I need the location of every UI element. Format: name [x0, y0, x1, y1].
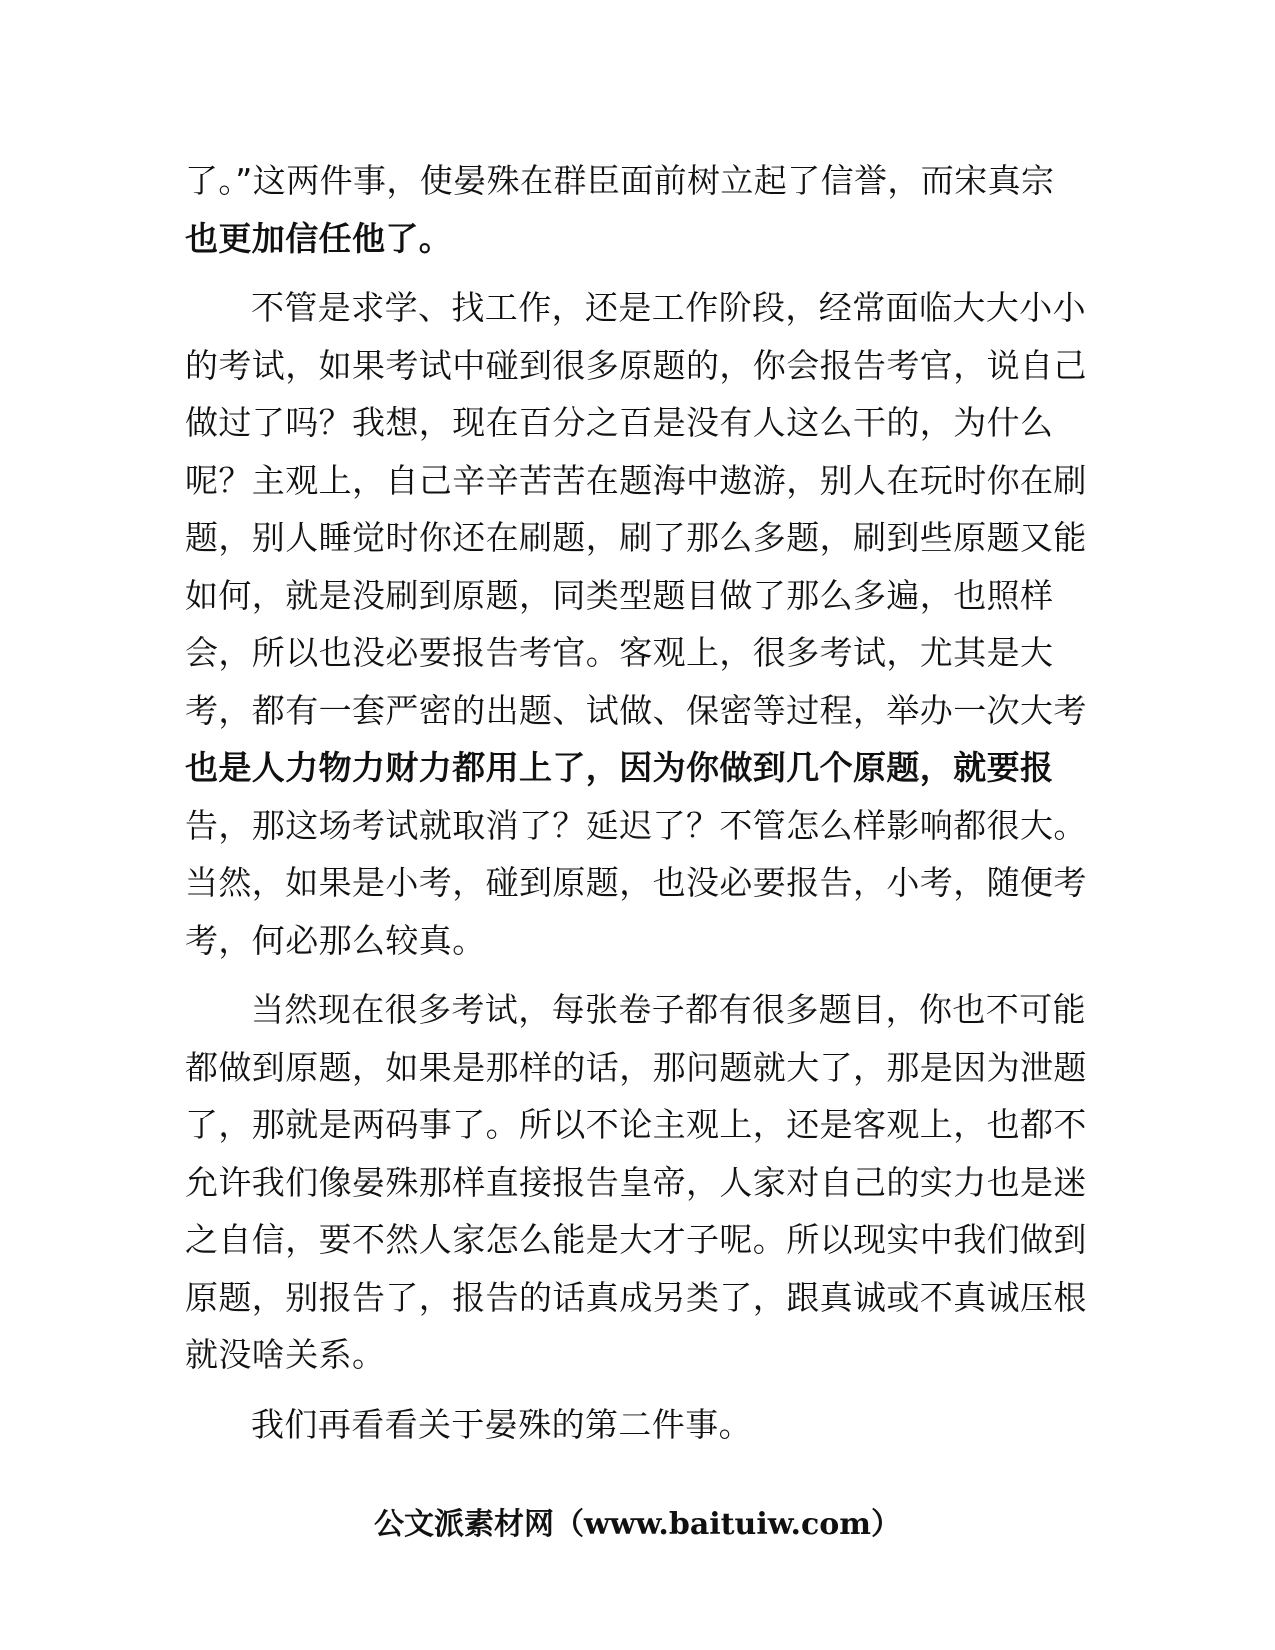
text-line: 也是人力物力财力都用上了，因为你做到几个原题，就要报	[185, 748, 1054, 787]
text-line: 了。”这两件事，使晏殊在群臣面前树立起了信誉，而宋真宗	[185, 161, 1055, 200]
text-line: 考，何必那么较真。	[185, 920, 486, 960]
text-line: 告，那这场考试就取消了？延迟了？不管怎么样影响都很大。	[185, 805, 1087, 845]
text-line: 了，那就是两码事了。所以不论主观上，还是客观上，也都不	[185, 1105, 1087, 1144]
text-line: 呢？主观上，自己辛辛苦苦在题海中遨游，别人在玩时你在刷	[185, 460, 1087, 500]
paragraph-gap	[185, 267, 1085, 279]
paragraph-3	[185, 981, 1085, 1384]
text-line: 都做到原题，如果是那样的话，那问题就大了，那是因为泄题	[185, 1047, 1087, 1087]
paragraph-gap	[185, 969, 1085, 981]
paragraph-gap	[185, 1384, 1085, 1396]
text-line: 考，都有一套严密的出题、试做、保密等过程，举办一次大考	[185, 690, 1087, 730]
text-line: 会，所以也没必要报告考官。客观上，很多考试，尤其是大	[185, 633, 1054, 672]
text-line: 当然现在很多考试，每张卷子都有很多题目，你也不可能	[251, 990, 1086, 1029]
text-line: 也更加信任他了。	[185, 218, 453, 258]
text-line: 之自信，要不然人家怎么能是大才子呢。所以现实中我们做到	[185, 1220, 1087, 1259]
text-line: 原题，别报告了，报告的话真成另类了，跟真诚或不真诚压根	[185, 1277, 1087, 1317]
paragraph-1	[185, 152, 1085, 267]
text-line: 就没啥关系。	[185, 1335, 386, 1374]
text-line: 我们再看看关于晏殊的第二件事。	[251, 1404, 752, 1444]
text-line: 如何，就是没刷到原题，同类型题目做了那么多遍，也照样	[185, 575, 1054, 615]
document-body	[185, 152, 1085, 1453]
text-line: 题，别人睡觉时你还在刷题，刷了那么多题，刷到些原题又能	[185, 518, 1087, 557]
text-line: 不管是求学、找工作，还是工作阶段，经常面临大大小小	[251, 288, 1086, 327]
footer-source: 公文派素材网（www.baituiw.com）	[373, 1507, 902, 1542]
paragraph-4	[185, 1396, 1085, 1454]
paragraph-2	[185, 279, 1085, 969]
text-line: 当然，如果是小考，碰到原题，也没必要报告，小考，随便考	[185, 863, 1087, 902]
text-line: 允许我们像晏殊那样直接报告皇帝，人家对自己的实力也是迷	[185, 1162, 1087, 1202]
text-line: 的考试，如果考试中碰到很多原题的，你会报告考官，说自己	[185, 345, 1087, 385]
text-line: 做过了吗？我想，现在百分之百是没有人这么干的，为什么	[185, 403, 1054, 442]
